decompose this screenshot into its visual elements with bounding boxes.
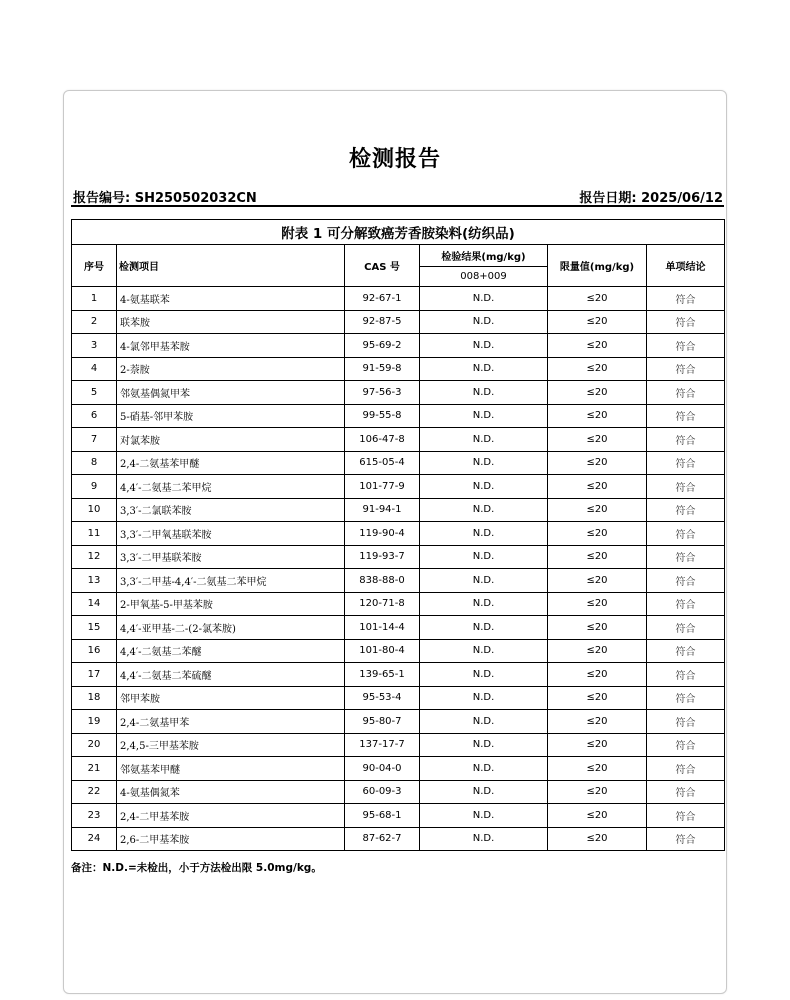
row-test-item: 3,3′-二甲基-4,4′-二氨基二苯甲烷 [117, 569, 345, 593]
row-result: N.D. [420, 498, 548, 522]
row-number: 21 [72, 757, 117, 781]
row-cas-number: 101-14-4 [345, 616, 420, 640]
row-number: 16 [72, 639, 117, 663]
table-row [72, 310, 725, 334]
row-test-item: 邻氨基苯甲醚 [117, 757, 345, 781]
row-conclusion: 符合 [647, 451, 725, 475]
row-conclusion: 符合 [647, 569, 725, 593]
row-cas-number: 838-88-0 [345, 569, 420, 593]
row-limit: ≤20 [548, 310, 647, 334]
table-row [72, 569, 725, 593]
row-cas-number: 95-68-1 [345, 804, 420, 828]
row-limit: ≤20 [548, 827, 647, 851]
row-test-item: 2-甲氧基-5-甲基苯胺 [117, 592, 345, 616]
row-result: N.D. [420, 428, 548, 452]
row-result: N.D. [420, 780, 548, 804]
row-limit: ≤20 [548, 592, 647, 616]
row-cas-number: 91-59-8 [345, 357, 420, 381]
row-result: N.D. [420, 287, 548, 311]
row-limit: ≤20 [548, 616, 647, 640]
row-number: 6 [72, 404, 117, 428]
row-result: N.D. [420, 663, 548, 687]
row-conclusion: 符合 [647, 498, 725, 522]
row-conclusion: 符合 [647, 804, 725, 828]
row-result: N.D. [420, 569, 548, 593]
table-row [72, 522, 725, 546]
row-cas-number: 137-17-7 [345, 733, 420, 757]
row-limit: ≤20 [548, 287, 647, 311]
row-number: 19 [72, 710, 117, 734]
row-conclusion: 符合 [647, 710, 725, 734]
row-test-item: 2,6-二甲基苯胺 [117, 827, 345, 851]
row-cas-number: 95-80-7 [345, 710, 420, 734]
row-conclusion: 符合 [647, 545, 725, 569]
row-cas-number: 119-90-4 [345, 522, 420, 546]
row-conclusion: 符合 [647, 616, 725, 640]
header-no: 序号 [72, 245, 117, 287]
row-conclusion: 符合 [647, 522, 725, 546]
row-result: N.D. [420, 381, 548, 405]
row-limit: ≤20 [548, 639, 647, 663]
header-result: 检验结果(mg/kg) [420, 245, 548, 267]
footnote: 备注：N.D.=未检出，小于方法检出限 5.0mg/kg。 [71, 862, 322, 874]
row-limit: ≤20 [548, 733, 647, 757]
row-number: 9 [72, 475, 117, 499]
row-test-item: 5-硝基-邻甲苯胺 [117, 404, 345, 428]
row-cas-number: 106-47-8 [345, 428, 420, 452]
row-conclusion: 符合 [647, 381, 725, 405]
row-number: 4 [72, 357, 117, 381]
row-number: 10 [72, 498, 117, 522]
header-conclusion: 单项结论 [647, 245, 725, 287]
row-cas-number: 101-80-4 [345, 639, 420, 663]
row-result: N.D. [420, 733, 548, 757]
table-row [72, 357, 725, 381]
row-limit: ≤20 [548, 381, 647, 405]
row-test-item: 3,3′-二氯联苯胺 [117, 498, 345, 522]
row-result: N.D. [420, 804, 548, 828]
results-table [71, 219, 725, 851]
table-row [72, 663, 725, 687]
results-body [72, 287, 725, 851]
row-number: 12 [72, 545, 117, 569]
row-number: 18 [72, 686, 117, 710]
row-test-item: 对氯苯胺 [117, 428, 345, 452]
row-limit: ≤20 [548, 710, 647, 734]
row-test-item: 2,4-二氨基甲苯 [117, 710, 345, 734]
row-test-item: 2-萘胺 [117, 357, 345, 381]
header-limit: 限量值(mg/kg) [548, 245, 647, 287]
row-cas-number: 95-53-4 [345, 686, 420, 710]
row-result: N.D. [420, 310, 548, 334]
table-row [72, 498, 725, 522]
table-row [72, 733, 725, 757]
row-result: N.D. [420, 639, 548, 663]
row-result: N.D. [420, 710, 548, 734]
row-cas-number: 60-09-3 [345, 780, 420, 804]
row-number: 3 [72, 334, 117, 358]
row-result: N.D. [420, 451, 548, 475]
row-result: N.D. [420, 592, 548, 616]
row-conclusion: 符合 [647, 827, 725, 851]
row-conclusion: 符合 [647, 663, 725, 687]
row-limit: ≤20 [548, 569, 647, 593]
row-limit: ≤20 [548, 498, 647, 522]
row-number: 15 [72, 616, 117, 640]
row-test-item: 2,4,5-三甲基苯胺 [117, 733, 345, 757]
row-result: N.D. [420, 475, 548, 499]
row-result: N.D. [420, 827, 548, 851]
report-number: 报告编号: SH250502032CN [73, 191, 257, 206]
row-cas-number: 119-93-7 [345, 545, 420, 569]
row-result: N.D. [420, 545, 548, 569]
row-number: 8 [72, 451, 117, 475]
row-cas-number: 101-77-9 [345, 475, 420, 499]
table-row [72, 804, 725, 828]
row-conclusion: 符合 [647, 639, 725, 663]
row-result: N.D. [420, 404, 548, 428]
row-limit: ≤20 [548, 475, 647, 499]
row-test-item: 3,3′-二甲基联苯胺 [117, 545, 345, 569]
row-limit: ≤20 [548, 686, 647, 710]
table-row [72, 780, 725, 804]
row-conclusion: 符合 [647, 310, 725, 334]
header-item: 检测项目 [117, 245, 345, 287]
row-cas-number: 95-69-2 [345, 334, 420, 358]
row-limit: ≤20 [548, 522, 647, 546]
row-number: 11 [72, 522, 117, 546]
table-row [72, 381, 725, 405]
row-test-item: 4,4′-二氨基二苯甲烷 [117, 475, 345, 499]
row-test-item: 4-氨基联苯 [117, 287, 345, 311]
row-limit: ≤20 [548, 404, 647, 428]
row-number: 23 [72, 804, 117, 828]
row-test-item: 邻氨基偶氮甲苯 [117, 381, 345, 405]
table-row [72, 287, 725, 311]
row-result: N.D. [420, 686, 548, 710]
row-test-item: 4-氯邻甲基苯胺 [117, 334, 345, 358]
table-row [72, 592, 725, 616]
table-row [72, 475, 725, 499]
row-number: 5 [72, 381, 117, 405]
row-cas-number: 91-94-1 [345, 498, 420, 522]
table-row [72, 757, 725, 781]
row-number: 13 [72, 569, 117, 593]
header-cas: CAS 号 [345, 245, 420, 287]
row-conclusion: 符合 [647, 357, 725, 381]
row-conclusion: 符合 [647, 475, 725, 499]
row-test-item: 3,3′-二甲氧基联苯胺 [117, 522, 345, 546]
row-conclusion: 符合 [647, 733, 725, 757]
row-cas-number: 97-56-3 [345, 381, 420, 405]
table-row [72, 545, 725, 569]
row-number: 20 [72, 733, 117, 757]
table-row [72, 451, 725, 475]
row-test-item: 4-氨基偶氮苯 [117, 780, 345, 804]
row-number: 22 [72, 780, 117, 804]
table-row [72, 710, 725, 734]
row-cas-number: 87-62-7 [345, 827, 420, 851]
report-date: 报告日期: 2025/06/12 [579, 191, 723, 206]
row-test-item: 4,4′-二氨基二苯醚 [117, 639, 345, 663]
row-cas-number: 615-05-4 [345, 451, 420, 475]
row-cas-number: 92-87-5 [345, 310, 420, 334]
header-sample-id: 008+009 [420, 267, 548, 287]
table-row [72, 616, 725, 640]
row-conclusion: 符合 [647, 780, 725, 804]
row-conclusion: 符合 [647, 287, 725, 311]
row-limit: ≤20 [548, 780, 647, 804]
row-limit: ≤20 [548, 428, 647, 452]
row-limit: ≤20 [548, 757, 647, 781]
row-conclusion: 符合 [647, 592, 725, 616]
row-number: 24 [72, 827, 117, 851]
table-row [72, 639, 725, 663]
table-row [72, 827, 725, 851]
table-row [72, 686, 725, 710]
row-test-item: 4,4′-二氨基二苯硫醚 [117, 663, 345, 687]
row-limit: ≤20 [548, 357, 647, 381]
row-conclusion: 符合 [647, 428, 725, 452]
table-row [72, 428, 725, 452]
table-caption: 附表 1 可分解致癌芳香胺染料(纺织品) [72, 220, 725, 245]
row-test-item: 4,4′-亚甲基-二-(2-氯苯胺) [117, 616, 345, 640]
row-conclusion: 符合 [647, 757, 725, 781]
row-result: N.D. [420, 334, 548, 358]
table-row [72, 404, 725, 428]
row-number: 17 [72, 663, 117, 687]
row-test-item: 2,4-二氨基苯甲醚 [117, 451, 345, 475]
row-conclusion: 符合 [647, 334, 725, 358]
row-cas-number: 99-55-8 [345, 404, 420, 428]
table-row [72, 334, 725, 358]
row-cas-number: 120-71-8 [345, 592, 420, 616]
row-result: N.D. [420, 757, 548, 781]
header-divider [71, 205, 724, 207]
row-cas-number: 92-67-1 [345, 287, 420, 311]
row-test-item: 联苯胺 [117, 310, 345, 334]
row-limit: ≤20 [548, 451, 647, 475]
row-limit: ≤20 [548, 804, 647, 828]
report-meta [73, 187, 723, 205]
row-result: N.D. [420, 616, 548, 640]
row-limit: ≤20 [548, 545, 647, 569]
row-conclusion: 符合 [647, 404, 725, 428]
row-result: N.D. [420, 357, 548, 381]
row-limit: ≤20 [548, 334, 647, 358]
row-number: 2 [72, 310, 117, 334]
row-test-item: 邻甲苯胺 [117, 686, 345, 710]
row-test-item: 2,4-二甲基苯胺 [117, 804, 345, 828]
row-result: N.D. [420, 522, 548, 546]
row-number: 14 [72, 592, 117, 616]
row-number: 7 [72, 428, 117, 452]
row-number: 1 [72, 287, 117, 311]
row-cas-number: 90-04-0 [345, 757, 420, 781]
page-title: 检测报告 [348, 147, 441, 172]
row-limit: ≤20 [548, 663, 647, 687]
row-cas-number: 139-65-1 [345, 663, 420, 687]
row-conclusion: 符合 [647, 686, 725, 710]
